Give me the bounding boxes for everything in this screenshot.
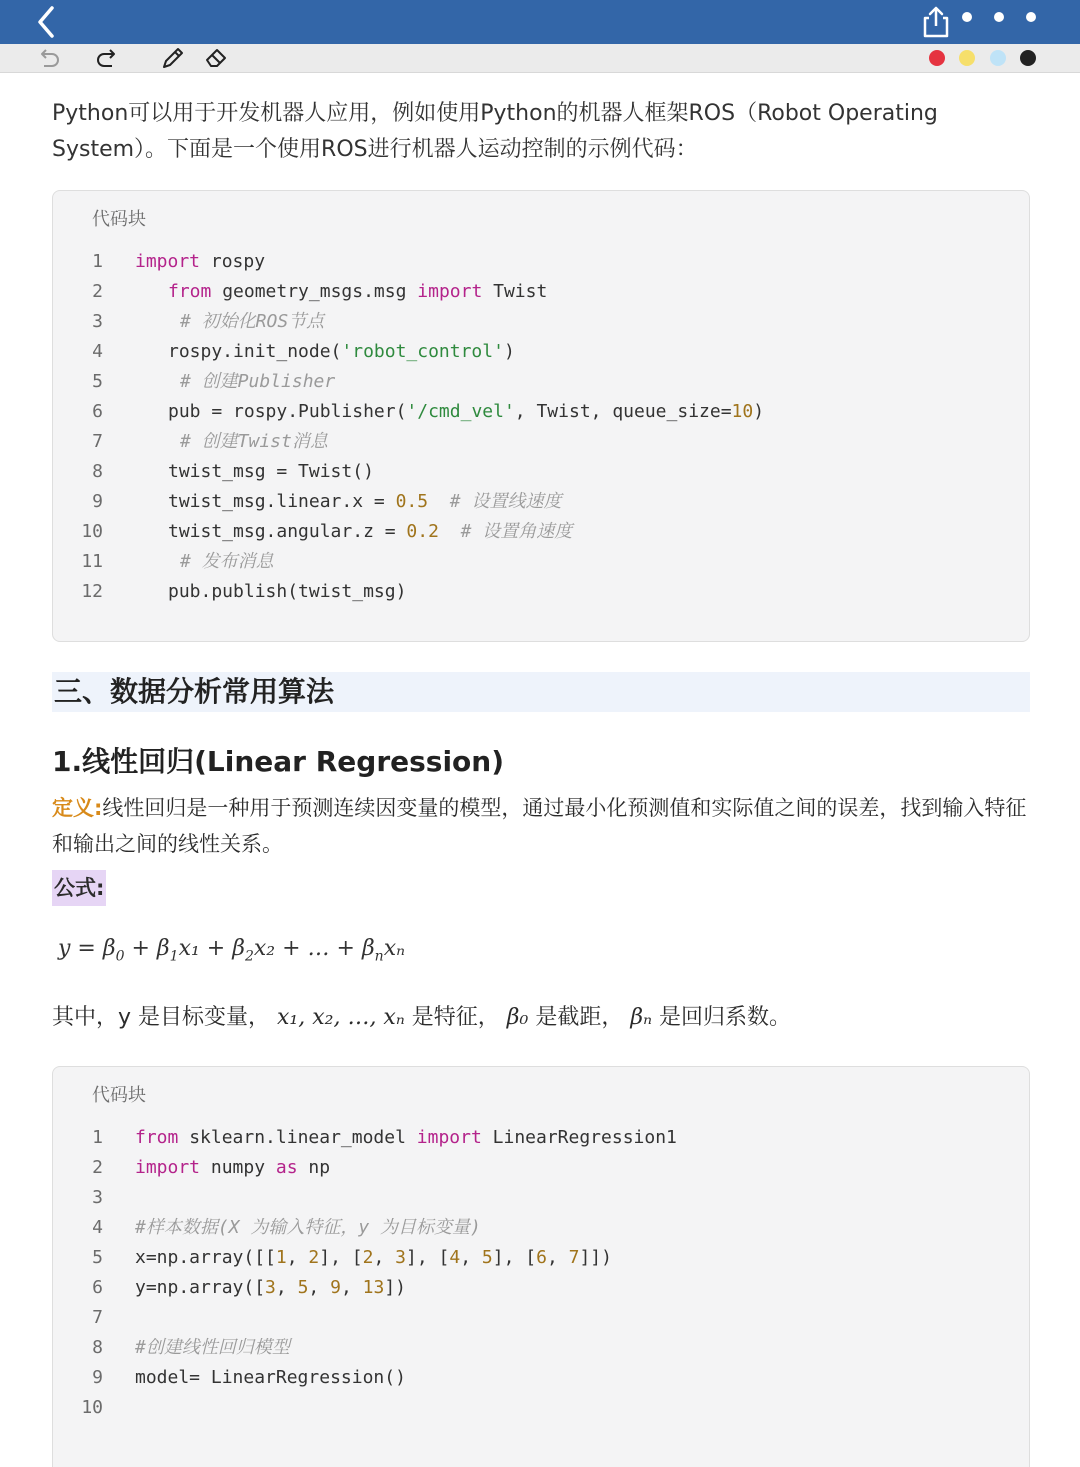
formula-variable: x₂	[253, 936, 276, 961]
definition-label: 定义:	[52, 796, 103, 820]
section-title: 三、数据分析常用算法	[54, 675, 335, 708]
back-button[interactable]	[30, 4, 66, 40]
code-token: # 创建Publisher	[180, 371, 336, 392]
code-token: # 初始化ROS节点	[180, 311, 325, 332]
code-token: geometry_msgs.msg	[211, 281, 418, 302]
code-token: 6	[536, 1247, 547, 1268]
line-number: 10	[81, 1397, 103, 1418]
pen-color-yellow[interactable]	[959, 50, 975, 66]
code-text	[168, 397, 764, 427]
code-token	[428, 491, 450, 512]
explain-betan: βₙ	[630, 1005, 652, 1030]
code-text	[180, 367, 335, 397]
definition-paragraph	[52, 790, 1030, 862]
code-token: 9	[330, 1277, 341, 1298]
formula-variable: x₁	[178, 936, 200, 961]
code-text	[135, 247, 265, 277]
code-token: ,	[286, 1247, 309, 1268]
code-token: ], [	[492, 1247, 537, 1268]
code-token: #创建线性回归模型	[135, 1337, 290, 1358]
line-number: 11	[81, 551, 103, 572]
subheading: 1.线性回归(Linear Regression)	[52, 745, 505, 778]
code-token: 3	[265, 1277, 276, 1298]
formula-label: 公式:	[52, 870, 106, 906]
line-number: 5	[92, 371, 103, 392]
code-token: '/cmd_vel'	[406, 401, 515, 422]
code-token: # 设置线速度	[449, 491, 562, 512]
code-token: # 发布消息	[180, 551, 274, 572]
dot-icon	[994, 12, 1004, 22]
formula-term: β	[361, 936, 375, 961]
code-token: pub = rospy.Publisher(	[168, 401, 407, 422]
redo-icon	[94, 46, 120, 70]
line-number: 7	[92, 431, 103, 452]
chevron-left-icon	[30, 4, 66, 40]
line-number: 4	[92, 341, 103, 362]
formula-term: β	[102, 936, 116, 961]
code-token: 2	[362, 1247, 374, 1268]
code-token: 4	[449, 1247, 461, 1268]
code-block	[52, 190, 1030, 642]
code-token: 0.2	[406, 521, 439, 542]
formula-subscript: 2	[244, 948, 254, 965]
line-number: 2	[92, 1157, 103, 1178]
code-text	[135, 1243, 612, 1273]
code-token: import	[135, 1157, 201, 1178]
code-token: LinearRegression1	[481, 1127, 677, 1148]
line-number: 1	[92, 251, 103, 272]
explain-text: 是特征，	[411, 1005, 500, 1030]
code-text	[168, 277, 547, 307]
line-number: 3	[92, 1187, 103, 1208]
code-text	[168, 457, 374, 487]
code-token: ], [	[406, 1247, 450, 1268]
code-token: ,	[546, 1247, 569, 1268]
code-text	[168, 577, 406, 607]
code-token: , Twist, queue_size=	[514, 401, 732, 422]
dot-icon	[962, 12, 972, 22]
more-options-button[interactable]	[962, 12, 1036, 22]
line-number: 9	[92, 1367, 103, 1388]
code-token: # 创建Twist消息	[180, 431, 328, 452]
explain-beta0: β₀	[506, 1005, 529, 1030]
code-token: 10	[731, 401, 754, 422]
code-token: 0.5	[395, 491, 429, 512]
code-text	[135, 1123, 677, 1153]
formula-equals: =	[70, 936, 103, 961]
explain-text: 其中，y 是目标变量，	[52, 1005, 271, 1030]
code-text	[168, 337, 515, 367]
code-token: Twist	[482, 281, 548, 302]
code-token: twist_msg = Twist()	[168, 461, 374, 482]
code-token: ], [	[319, 1247, 363, 1268]
code-token: import	[417, 281, 483, 302]
code-token: ]])	[579, 1247, 612, 1268]
explain-vars: x₁, x₂, …, xₙ	[277, 1005, 405, 1030]
formula-term: …	[307, 936, 330, 961]
code-token: 5	[481, 1247, 493, 1268]
pen-tool-button[interactable]	[160, 46, 186, 70]
code-block-title: 代码块	[92, 1085, 146, 1106]
line-number: 10	[81, 521, 103, 542]
pen-color-red[interactable]	[929, 50, 945, 66]
pen-color-lightblue[interactable]	[990, 50, 1006, 66]
line-number: 9	[92, 491, 103, 512]
line-number: 6	[92, 1277, 103, 1298]
formula-plus: +	[275, 936, 308, 961]
line-number: 7	[92, 1307, 103, 1328]
intro-paragraph: Python可以用于开发机器人应用，例如使用Python的机器人框架ROS（Robot Operating System）。下面是一个使用ROS进行机器人运动控制的示例代码：	[52, 101, 938, 162]
redo-button[interactable]	[94, 46, 120, 70]
share-button[interactable]	[918, 4, 954, 40]
formula-subscript: 0	[115, 948, 125, 965]
formula-subscript: 1	[169, 948, 179, 965]
line-number: 6	[92, 401, 103, 422]
code-block-title: 代码块	[92, 209, 146, 230]
code-token: 7	[568, 1247, 580, 1268]
code-token: twist_msg.linear.x =	[168, 491, 396, 512]
code-token: ,	[460, 1247, 482, 1268]
note-content	[52, 72, 1030, 168]
pencil-icon	[160, 46, 186, 70]
code-text	[135, 1273, 406, 1303]
code-token: np	[297, 1157, 331, 1178]
formula-term: β	[156, 936, 170, 961]
code-token: numpy	[200, 1157, 276, 1178]
line-number: 5	[92, 1247, 103, 1268]
eraser-tool-button[interactable]	[204, 46, 230, 70]
code-token: )	[753, 401, 765, 422]
code-text	[180, 427, 328, 457]
code-token: sklearn.linear_model	[178, 1127, 417, 1148]
code-block	[52, 1066, 1030, 1467]
code-token: #样本数据(X 为输入特征，y 为目标变量)	[135, 1217, 481, 1238]
code-text	[135, 1153, 330, 1183]
code-token: 13	[362, 1277, 385, 1298]
code-token: from	[135, 1127, 179, 1148]
code-token: model= LinearRegression()	[135, 1367, 406, 1388]
formula-lhs: y	[58, 936, 71, 961]
code-text	[168, 517, 572, 547]
section-heading	[52, 672, 1030, 712]
explain-text: 是回归系数。	[658, 1005, 791, 1030]
code-token: from	[168, 281, 212, 302]
code-text	[135, 1363, 406, 1393]
formula-plus: +	[124, 936, 157, 961]
edit-toolbar	[0, 44, 1080, 73]
eraser-icon	[204, 46, 230, 70]
formula-plus: +	[199, 936, 233, 961]
undo-icon	[36, 46, 62, 70]
code-token: import	[416, 1127, 482, 1148]
code-token: )	[503, 341, 515, 362]
code-token: # 设置角速度	[460, 521, 573, 542]
code-token: pub.publish(twist_msg)	[168, 581, 407, 602]
formula-explanation	[52, 1000, 791, 1036]
code-token: ,	[308, 1277, 331, 1298]
code-token: 1	[275, 1247, 287, 1268]
formula-subscript: n	[374, 948, 384, 965]
code-token: 3	[395, 1247, 406, 1268]
code-token: 'robot_control'	[341, 341, 504, 362]
formula-term: β	[232, 936, 245, 961]
line-number: 1	[92, 1127, 103, 1148]
undo-button[interactable]	[36, 46, 62, 70]
definition-text: 线性回归是一种用于预测连续因变量的模型，通过最小化预测值和实际值之间的误差，找到输入特征和输出之间的线性关系。	[52, 796, 1027, 856]
explain-text: 是截距，	[535, 1005, 624, 1030]
code-token: ,	[275, 1277, 298, 1298]
code-text	[135, 1213, 481, 1243]
code-token	[439, 521, 461, 542]
line-number: 8	[92, 1337, 103, 1358]
formula-variable: xₙ	[383, 936, 406, 961]
line-number: 4	[92, 1217, 103, 1238]
line-number: 2	[92, 281, 103, 302]
code-token: x=np.array([[	[135, 1247, 276, 1268]
line-number: 12	[81, 581, 103, 602]
code-token: rospy	[200, 251, 266, 272]
code-text	[135, 1333, 290, 1363]
code-token: 5	[297, 1277, 309, 1298]
code-token: rospy.init_node(	[168, 341, 342, 362]
top-nav-bar	[0, 0, 1080, 44]
regression-formula	[58, 936, 405, 964]
code-token: import	[135, 251, 201, 272]
code-token: ])	[384, 1277, 407, 1298]
pen-color-black[interactable]	[1020, 50, 1036, 66]
code-token: twist_msg.angular.z =	[168, 521, 407, 542]
code-token: ,	[340, 1277, 363, 1298]
line-number: 3	[92, 311, 103, 332]
code-token: y=np.array([	[135, 1277, 266, 1298]
code-text	[180, 547, 274, 577]
code-token: as	[275, 1157, 298, 1178]
line-number: 8	[92, 461, 103, 482]
dot-icon	[1026, 12, 1036, 22]
code-token: 2	[308, 1247, 320, 1268]
code-token: ,	[373, 1247, 396, 1268]
share-icon	[918, 4, 954, 40]
formula-plus: +	[329, 936, 362, 961]
code-text	[168, 487, 561, 517]
code-text	[180, 307, 324, 337]
